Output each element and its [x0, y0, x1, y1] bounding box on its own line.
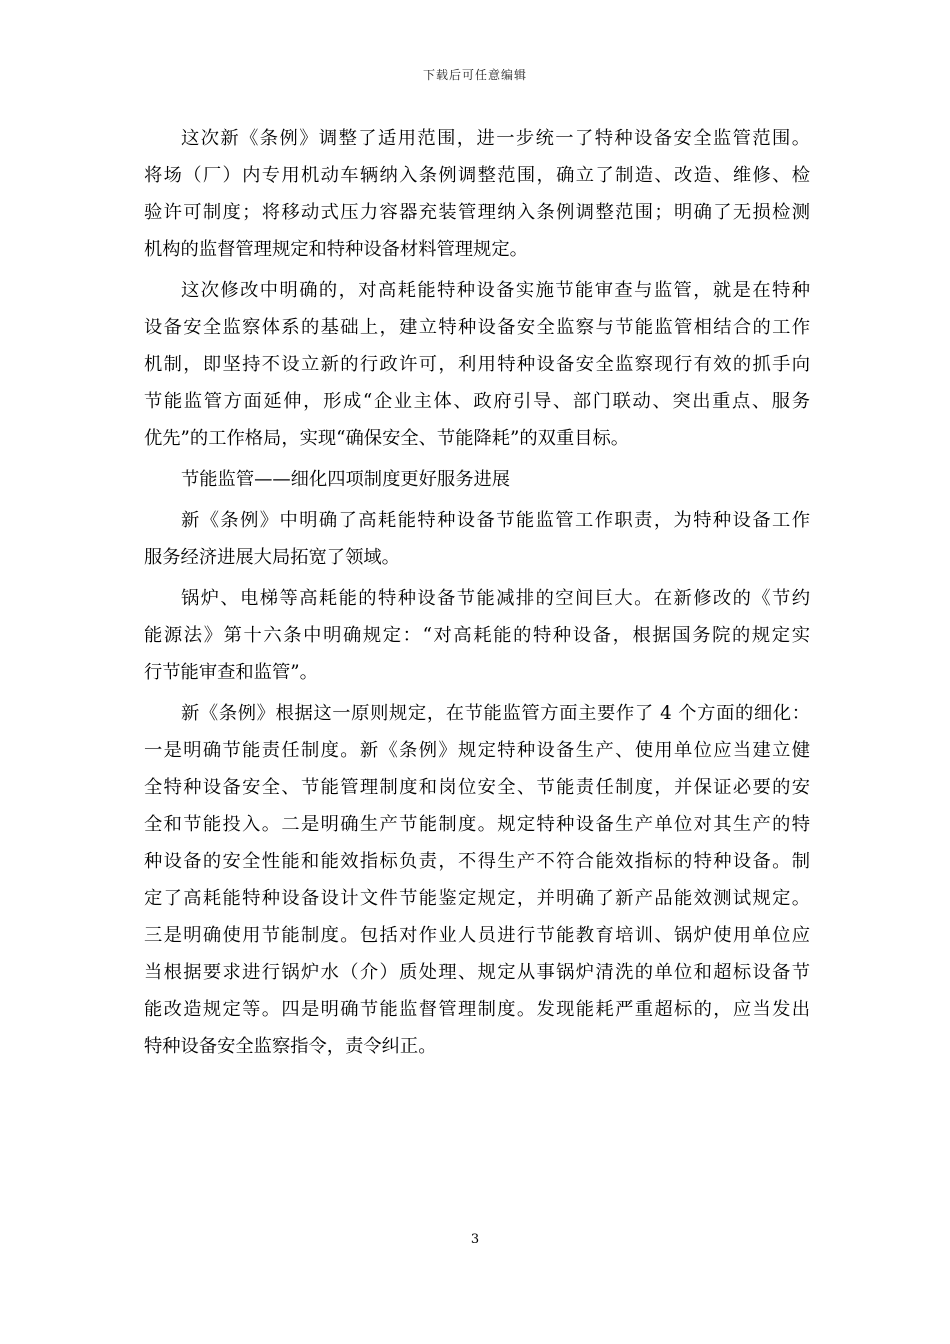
- text-line: 将场（厂）内专用机动车辆纳入条例调整范围，确立了制造、改造、维修、检: [144, 165, 810, 186]
- text-line: 机制，即坚持不设立新的行政许可，利用特种设备安全监察现行有效的抓手向: [144, 354, 810, 375]
- text-line: 全和节能投入。二是明确生产节能制度。规定特种设备生产单位对其生产的特: [144, 814, 810, 835]
- text-line: 全特种设备安全、节能管理制度和岗位安全、节能责任制度，并保证必要的安: [144, 777, 810, 798]
- text-line: 种设备的安全性能和能效指标负责，不得生产不符合能效指标的特种设备。制: [144, 851, 810, 872]
- text-line: 设备安全监察体系的基础上，建立特种设备安全监察与节能监管相结合的工作: [144, 317, 810, 338]
- text-line: 节能监管——细化四项制度更好服务进展: [181, 469, 511, 490]
- text-line: 优先”的工作格局，实现“确保安全、节能降耗”的双重目标。: [144, 428, 630, 449]
- text-line: 机构的监督管理规定和特种设备材料管理规定。: [144, 239, 528, 260]
- text-line: 定了高耗能特种设备设计文件节能鉴定规定，并明确了新产品能效测试规定。: [144, 888, 810, 909]
- text-line: 特种设备安全监察指令，责令纠正。: [144, 1036, 437, 1057]
- paragraph-energy-law: [144, 580, 810, 691]
- paragraph-four-systems: [144, 695, 810, 1065]
- text-line: 行节能审查和监管”。: [144, 662, 318, 683]
- text-line: 三是明确使用节能制度。包括对作业人员进行节能教育培训、锅炉使用单位应: [144, 925, 810, 946]
- paragraph-scope: [144, 120, 810, 268]
- paragraph-duties: [144, 502, 810, 576]
- text-line: 一是明确节能责任制度。新《条例》规定特种设备生产、使用单位应当建立健: [144, 740, 810, 761]
- text-line: 新《条例》根据这一原则规定，在节能监管方面主要作了 4 个方面的细化：: [181, 703, 810, 724]
- text-line: 这次新《条例》调整了适用范围，进一步统一了特种设备安全监管范围。: [181, 128, 810, 149]
- text-line: 新《条例》中明确了高耗能特种设备节能监管工作职责，为特种设备工作: [181, 510, 810, 531]
- text-line: 能源法》第十六条中明确规定：“对高耗能的特种设备，根据国务院的规定实: [144, 625, 810, 646]
- text-line: 服务经济进展大局拓宽了领域。: [144, 547, 400, 568]
- section-heading: [144, 461, 810, 498]
- paragraph-energy-review: [144, 272, 810, 457]
- text-line: 锅炉、电梯等高耗能的特种设备节能减排的空间巨大。在新修改的《节约: [181, 588, 810, 609]
- text-line: 验许可制度；将移动式压力容器充装管理纳入条例调整范围；明确了无损检测: [144, 202, 810, 223]
- page-number: 3: [470, 1232, 480, 1247]
- text-line: 这次修改中明确的，对高耗能特种设备实施节能审查与监管，就是在特种: [181, 280, 810, 301]
- text-line: 能改造规定等。四是明确节能监督管理制度。发现能耗严重超标的，应当发出: [144, 999, 810, 1020]
- page-header: 下载后可任意编辑: [422, 68, 527, 82]
- document-body: [144, 120, 810, 1065]
- text-line: 当根据要求进行锅炉水（介）质处理、规定从事锅炉清洗的单位和超标设备节: [144, 962, 810, 983]
- text-line: 节能监管方面延伸，形成“企业主体、政府引导、部门联动、突出重点、服务: [144, 391, 810, 412]
